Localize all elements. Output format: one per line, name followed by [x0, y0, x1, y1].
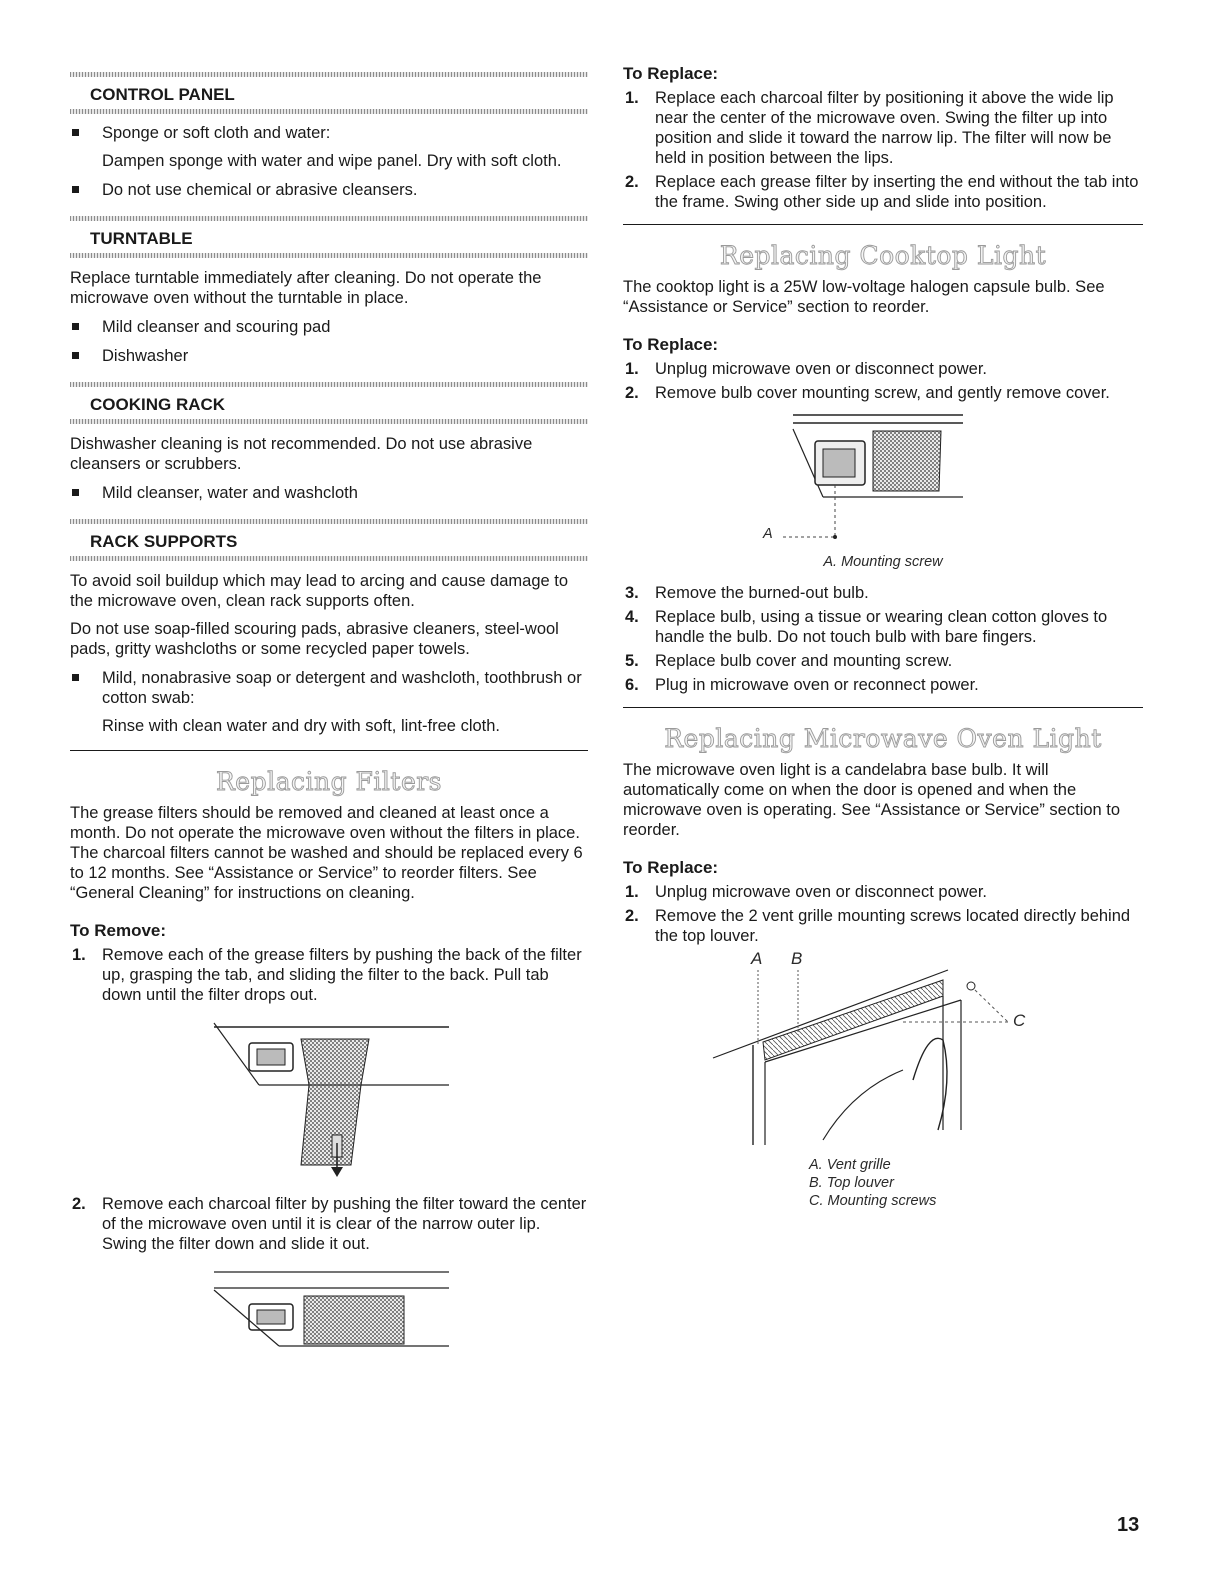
control-panel-bullet-2: Do not use chemical or abrasive cleansers. [70, 180, 588, 200]
remove-step-2-text: Remove each charcoal filter by pushing the filter toward the center of the microwave oven until it is clear of the narrow outer lip. Swing the filter down and slide it out. [102, 1195, 587, 1253]
replacing-filters-intro: The grease filters should be removed and cleaned at least once a month. Do not operate the microwave oven without the filters in place. The charcoal filters cannot be washed and should be replaced every 6 to 12 months. See “Assistance or Service” to reorder filters. See “General Cleaning” for instructions on cleaning. [70, 804, 583, 902]
grease-filter-illustration [209, 1015, 449, 1180]
cooktop-step-5 [623, 651, 1143, 671]
oven-fig-captions [809, 1156, 1143, 1210]
remove-step-1 [70, 945, 588, 1005]
step-number: 2. [625, 907, 639, 925]
rack-supports-text-1: To avoid soil buildup which may lead to arcing and cause damage to the microwave oven, clean rack supports often. [70, 572, 569, 610]
charcoal-filter-illustration [209, 1264, 449, 1354]
remove-step-2 [70, 1194, 588, 1254]
cooktop-light-figure [763, 409, 963, 549]
to-remove-heading: To Remove: [70, 921, 167, 940]
cooktop-step-5-text: Replace bulb cover and mounting screw. [655, 652, 953, 670]
cooking-rack-text: Dishwasher cleaning is not recommended. Do not use abrasive cleansers or scrubbers. [70, 435, 533, 473]
filter-replace-step-2-text: Replace each grease filter by inserting the end without the tab into the frame. Swing other side up and slide into position. [655, 173, 1139, 211]
turntable-text: Replace turntable immediately after cleaning. Do not operate the microwave oven without the turntable in place. [70, 269, 542, 307]
section-rule [623, 707, 1143, 708]
turntable-bullet-1: Mild cleanser and scouring pad [70, 317, 588, 337]
control-panel-heading: CONTROL PANEL [90, 85, 235, 104]
cooktop-light-illustration [763, 409, 963, 549]
oven-light-title: Replacing Microwave Oven Light [664, 724, 1102, 753]
section-rule [623, 224, 1143, 225]
oven-caption-b: B. Top louver [809, 1175, 894, 1191]
oven-to-replace-heading: To Replace: [623, 858, 719, 877]
step-number: 2. [72, 1195, 86, 1213]
cooktop-light-intro: The cooktop light is a 25W low-voltage halogen capsule bulb. See “Assistance or Service” section to reorder. [623, 278, 1105, 316]
oven-caption-a: A. Vent grille [809, 1157, 891, 1173]
cooktop-fig-caption: A. Mounting screw [823, 554, 943, 570]
oven-caption-c: C. Mounting screws [809, 1193, 937, 1209]
cooktop-to-replace-heading: To Replace: [623, 335, 719, 354]
left-column [70, 60, 588, 1354]
cooking-rack-bullet-1: Mild cleanser, water and washcloth [70, 483, 588, 503]
rack-supports-heading: RACK SUPPORTS [90, 532, 238, 551]
step-number: 5. [625, 652, 639, 670]
rack-supports-heading-band [70, 519, 588, 561]
step-number: 6. [625, 676, 639, 694]
cooking-rack-heading-band [70, 382, 588, 424]
turntable-bullet-2: Dishwasher [70, 346, 588, 366]
filter-replace-step-1-text: Replace each charcoal filter by positioning it above the wide lip near the center of the microwave oven. Swing the filter up into position and slide it toward the narrow lip. The filter will now be held in position between the lips. [655, 89, 1114, 167]
oven-step-1 [623, 882, 1143, 902]
remove-step-1-text: Remove each of the grease filters by pushing the back of the filter up, grasping the tab, and sliding the filter to the back. Pull tab down until the filter drops out. [102, 946, 582, 1004]
rack-supports-text-2: Do not use soap-filled scouring pads, abrasive cleaners, steel-wool pads, gritty washcloths or some recycled paper towels. [70, 620, 559, 658]
step-number: 4. [625, 608, 639, 626]
rack-supports-bullet-1: Mild, nonabrasive soap or detergent and washcloth, toothbrush or cotton swab: [70, 668, 588, 708]
control-panel-bullet-1: Sponge or soft cloth and water: [70, 123, 588, 143]
oven-step-1-text: Unplug microwave oven or disconnect power. [655, 883, 988, 901]
control-panel-bullet-1-detail: Dampen sponge with water and wipe panel. Dry with soft cloth. [102, 152, 562, 170]
oven-light-figure [703, 950, 1043, 1150]
step-number: 2. [625, 384, 639, 402]
rack-supports-bullet-1-detail: Rinse with clean water and dry with soft, lint-free cloth. [102, 717, 501, 735]
step-number: 1. [72, 946, 86, 964]
oven-step-2-text: Remove the 2 vent grille mounting screws located directly behind the top louver. [655, 907, 1131, 945]
page-number: 13 [1117, 1514, 1140, 1536]
cooktop-step-4-text: Replace bulb, using a tissue or wearing clean cotton gloves to handle the bulb. Do not touch bulb with bare fingers. [655, 608, 1108, 646]
oven-fig-label-a: A [751, 949, 763, 968]
cooktop-step-6 [623, 675, 1143, 695]
cooktop-step-3 [623, 583, 1143, 603]
step-number: 1. [625, 360, 639, 378]
oven-fig-label-b: B [791, 949, 803, 968]
step-number: 3. [625, 584, 639, 602]
oven-fig-label-c: C [1013, 1011, 1026, 1030]
cooktop-step-1 [623, 359, 1143, 379]
turntable-heading-band [70, 216, 588, 258]
cooktop-step-2-text: Remove bulb cover mounting screw, and gently remove cover. [655, 384, 1110, 402]
step-number: 2. [625, 173, 639, 191]
right-column [623, 60, 1143, 1210]
oven-light-intro: The microwave oven light is a candelabra base bulb. It will automatically come on when the door is opened and when the microwave oven is operating. See “Assistance or Service” section to reorder. [623, 761, 1121, 839]
oven-step-2 [623, 906, 1143, 946]
filter-replace-step-1 [623, 88, 1143, 168]
filters-to-replace-heading: To Replace: [623, 64, 719, 83]
cooking-rack-heading: COOKING RACK [90, 395, 226, 414]
filter-replace-step-2 [623, 172, 1143, 212]
turntable-heading: TURNTABLE [90, 229, 193, 248]
step-number: 1. [625, 89, 639, 107]
section-rule [70, 750, 588, 751]
oven-light-illustration [703, 950, 1043, 1150]
cooktop-light-title: Replacing Cooktop Light [719, 241, 1047, 270]
cooktop-step-4 [623, 607, 1143, 647]
replacing-filters-title: Replacing Filters [215, 767, 443, 796]
cooktop-step-1-text: Unplug microwave oven or disconnect power. [655, 360, 988, 378]
cooktop-fig-label-a: A [763, 526, 773, 542]
cooktop-step-2 [623, 383, 1143, 403]
cooktop-step-3-text: Remove the burned-out bulb. [655, 584, 869, 602]
cooktop-step-6-text: Plug in microwave oven or reconnect power. [655, 676, 979, 694]
step-number: 1. [625, 883, 639, 901]
control-panel-heading-band [70, 72, 588, 114]
